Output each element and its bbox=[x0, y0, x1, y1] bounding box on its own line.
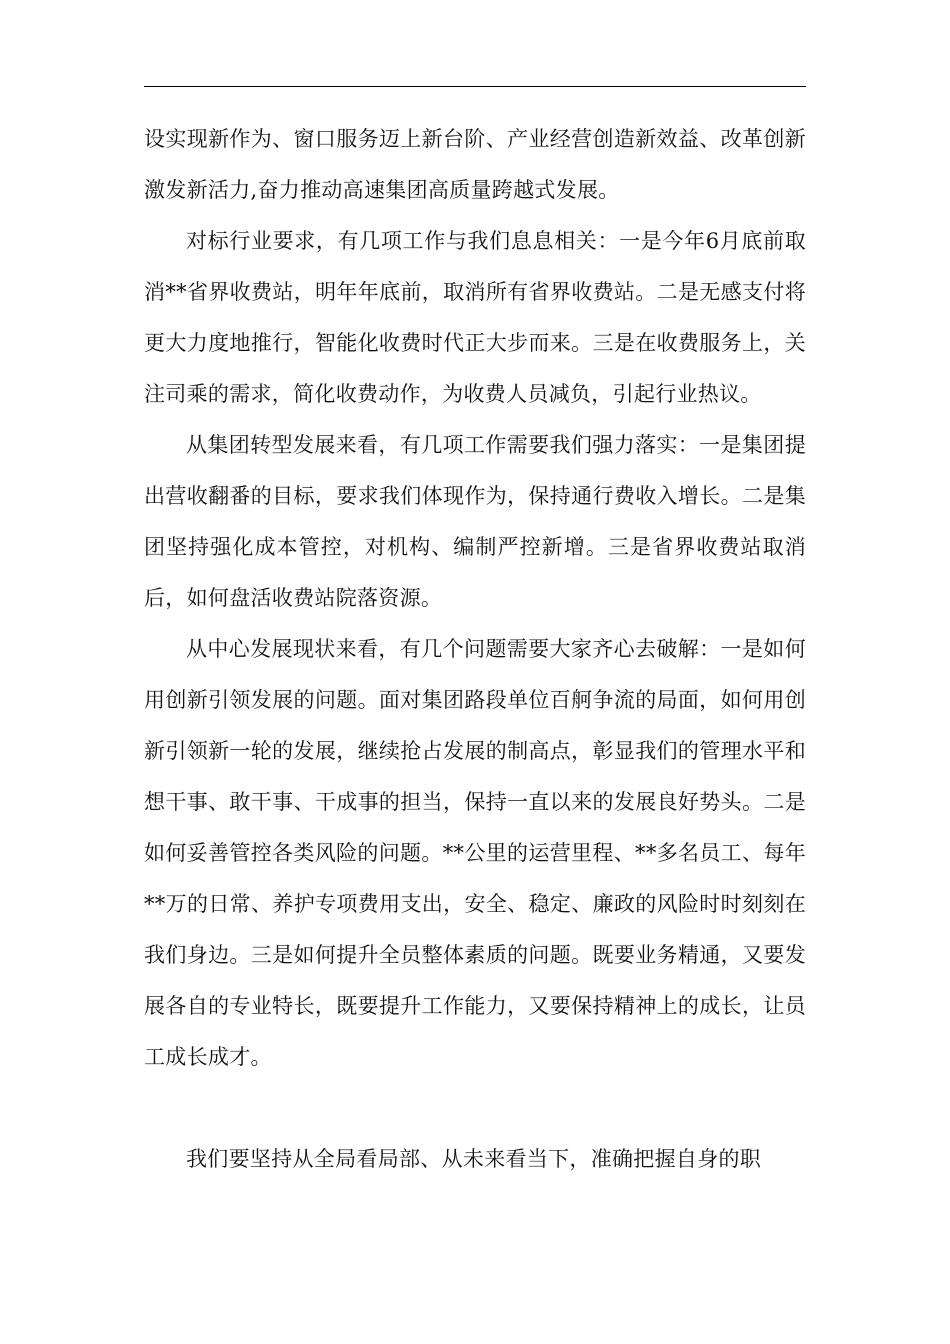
paragraph-group-transformation: 从集团转型发展来看，有几项工作需要我们强力落实：一是集团提出营收翻番的目标，要求我们体现作为，保持通行费收入增长。二是集团坚持强化成本管控，对机构、编制严控新增。三是省界收费站取消后，如何盘活收费站院落资源。 bbox=[144, 433, 806, 610]
document-body bbox=[144, 114, 806, 1185]
paragraph-industry-requirements: 对标行业要求，有几项工作与我们息息相关：一是今年6月底前取消**省界收费站，明年年底前，取消所有省界收费站。二是无感支付将更大力度地推行，智能化收费时代正大步而来。三是在收费服务上，关注司乘的需求，简化收费动作，为收费人员减负，引起行业热议。 bbox=[144, 229, 806, 406]
paragraph-gap bbox=[144, 1083, 806, 1134]
paragraph-overall-view: 我们要坚持从全局看局部、从未来看当下，准确把握自身的职 bbox=[186, 1147, 762, 1171]
header-rule bbox=[144, 86, 806, 87]
paragraph-continuation: 设实现新作为、窗口服务迈上新台阶、产业经营创造新效益、改革创新激发新活力,奋力推动高速集团高质量跨越式发展。 bbox=[144, 127, 806, 202]
paragraph-center-status: 从中心发展现状来看，有几个问题需要大家齐心去破解：一是如何用创新引领发展的问题。面对集团路段单位百舸争流的局面，如何用创新引领新一轮的发展，继续抢占发展的制高点，彰显我们的管理水平和想干事、敢干事、干成事的担当，保持一直以来的发展良好势头。二是如何妥善管控各类风险的问题。**公里的运营里程、**多名员工、每年**万的日常、养护专项费用支出，安全、稳定、廉政的风险时时刻刻在我们身边。三是如何提升全员整体素质的问题。既要业务精通，又要发展各自的专业特长，既要提升工作能力，又要保持精神上的成长，让员工成长成才。 bbox=[144, 637, 806, 1069]
